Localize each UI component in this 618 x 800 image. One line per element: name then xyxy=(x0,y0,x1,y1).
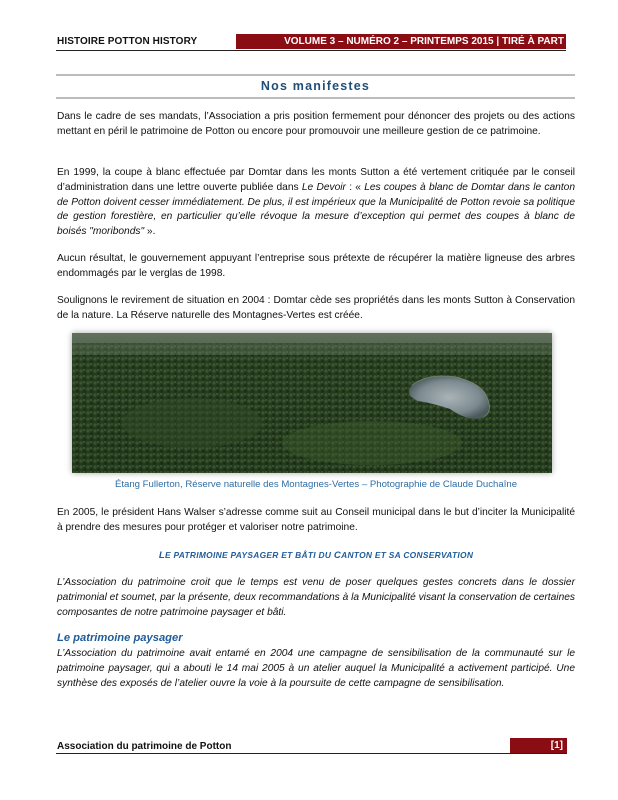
paragraph-intro: Dans le cadre de ses mandats, l’Association a pris position fermement pour dénoncer des projets ou des actions mettant en péril le patrimoine de Potton ou encore pour promouvoir une meilleure gestion de ce patrimoine. xyxy=(57,111,575,137)
quote-text: Les coupes à blanc de Domtar dans le canton de Potton doivent cesser immédiatement. De plus, il est impérieux que la Municipalité de Potton revoie sa politique de gestion forestière, en particulier qu’elle révoque la mesure d’exception qui permet des coupes à blanc de boisés "moribonds" xyxy=(57,181,575,238)
subheading-patrimoine-paysager: Le patrimoine paysager xyxy=(57,632,183,644)
paragraph-2005: En 2005, le président Hans Walser s’adresse comme suit au Conseil municipal dans le but d’inciter la Municipalité à prendre des mesures pour protéger et valoriser notre patrimoine. xyxy=(57,507,575,533)
footer-page-number: [1] xyxy=(510,738,567,753)
footer-rule xyxy=(56,753,567,754)
paragraph-text: ». xyxy=(144,226,156,238)
paragraph-domtar-1999 xyxy=(57,166,575,240)
header-publication-name: HISTOIRE POTTON HISTORY xyxy=(57,36,198,47)
paragraph-campaign: L’Association du patrimoine avait entamé en 2004 une campagne de sensibilisation de la communauté sur le patrimoine paysager, qui a abouti le 14 mai 2005 à un atelier auquel la Municipalité a activement participé. Une synthèse des exposés de l’atelier ouvre la voie à la poursuite de cette campagne de sensibilisation. xyxy=(57,648,575,689)
newspaper-name: Le Devoir xyxy=(301,181,346,193)
heading-text: ANTON ET SA CONSERVATION xyxy=(341,550,474,560)
aerial-forest-photo xyxy=(72,333,552,473)
heading-initial: C xyxy=(333,550,342,561)
title-rule-bottom xyxy=(56,97,575,99)
title-rule-top xyxy=(56,74,575,76)
paragraph-recommendations: L’Association du patrimoine croit que le temps est venu de poser quelques gestes concrets dans le dossier patrimonial et soumet, par la présente, deux recommandations à la Municipalité visant la conservation de certaines composantes de notre patrimoine paysager et bâti. xyxy=(57,577,575,618)
header-rule xyxy=(56,50,566,51)
paragraph-text: En 1999, la coupe à blanc effectuée par Domtar dans les monts Sutton a été vertement critiquée par le conseil d’administration dans une lettre ouverte publiée dans xyxy=(57,167,575,193)
heading-initial: L xyxy=(158,550,165,561)
heading-text: E PATRIMOINE PAYSAGER ET BÂTI DU xyxy=(165,550,334,560)
header-issue-banner: VOLUME 3 – NUMÉRO 2 – PRINTEMPS 2015 | TIRÉ À PART xyxy=(236,34,566,49)
page-title: Nos manifestes xyxy=(260,79,371,93)
footer-association-name: Association du patrimoine de Potton xyxy=(57,741,232,752)
paragraph-result: Aucun résultat, le gouvernement appuyant l’entreprise sous prétexte de récupérer la matière ligneuse des arbres endommagés par le verglas de 1998. xyxy=(57,253,575,279)
photo-caption: Étang Fullerton, Réserve naturelle des Montagnes-Vertes – Photographie de Claude Duchaîne xyxy=(114,479,518,490)
paragraph-text: : « xyxy=(345,181,365,193)
paragraph-2004: Soulignons le revirement de situation en 2004 : Domtar cède ses propriétés dans les monts Sutton à Conservation de la nature. La Réserve naturelle des Montagnes-Vertes est créée. xyxy=(57,295,575,321)
section-heading xyxy=(57,550,575,561)
